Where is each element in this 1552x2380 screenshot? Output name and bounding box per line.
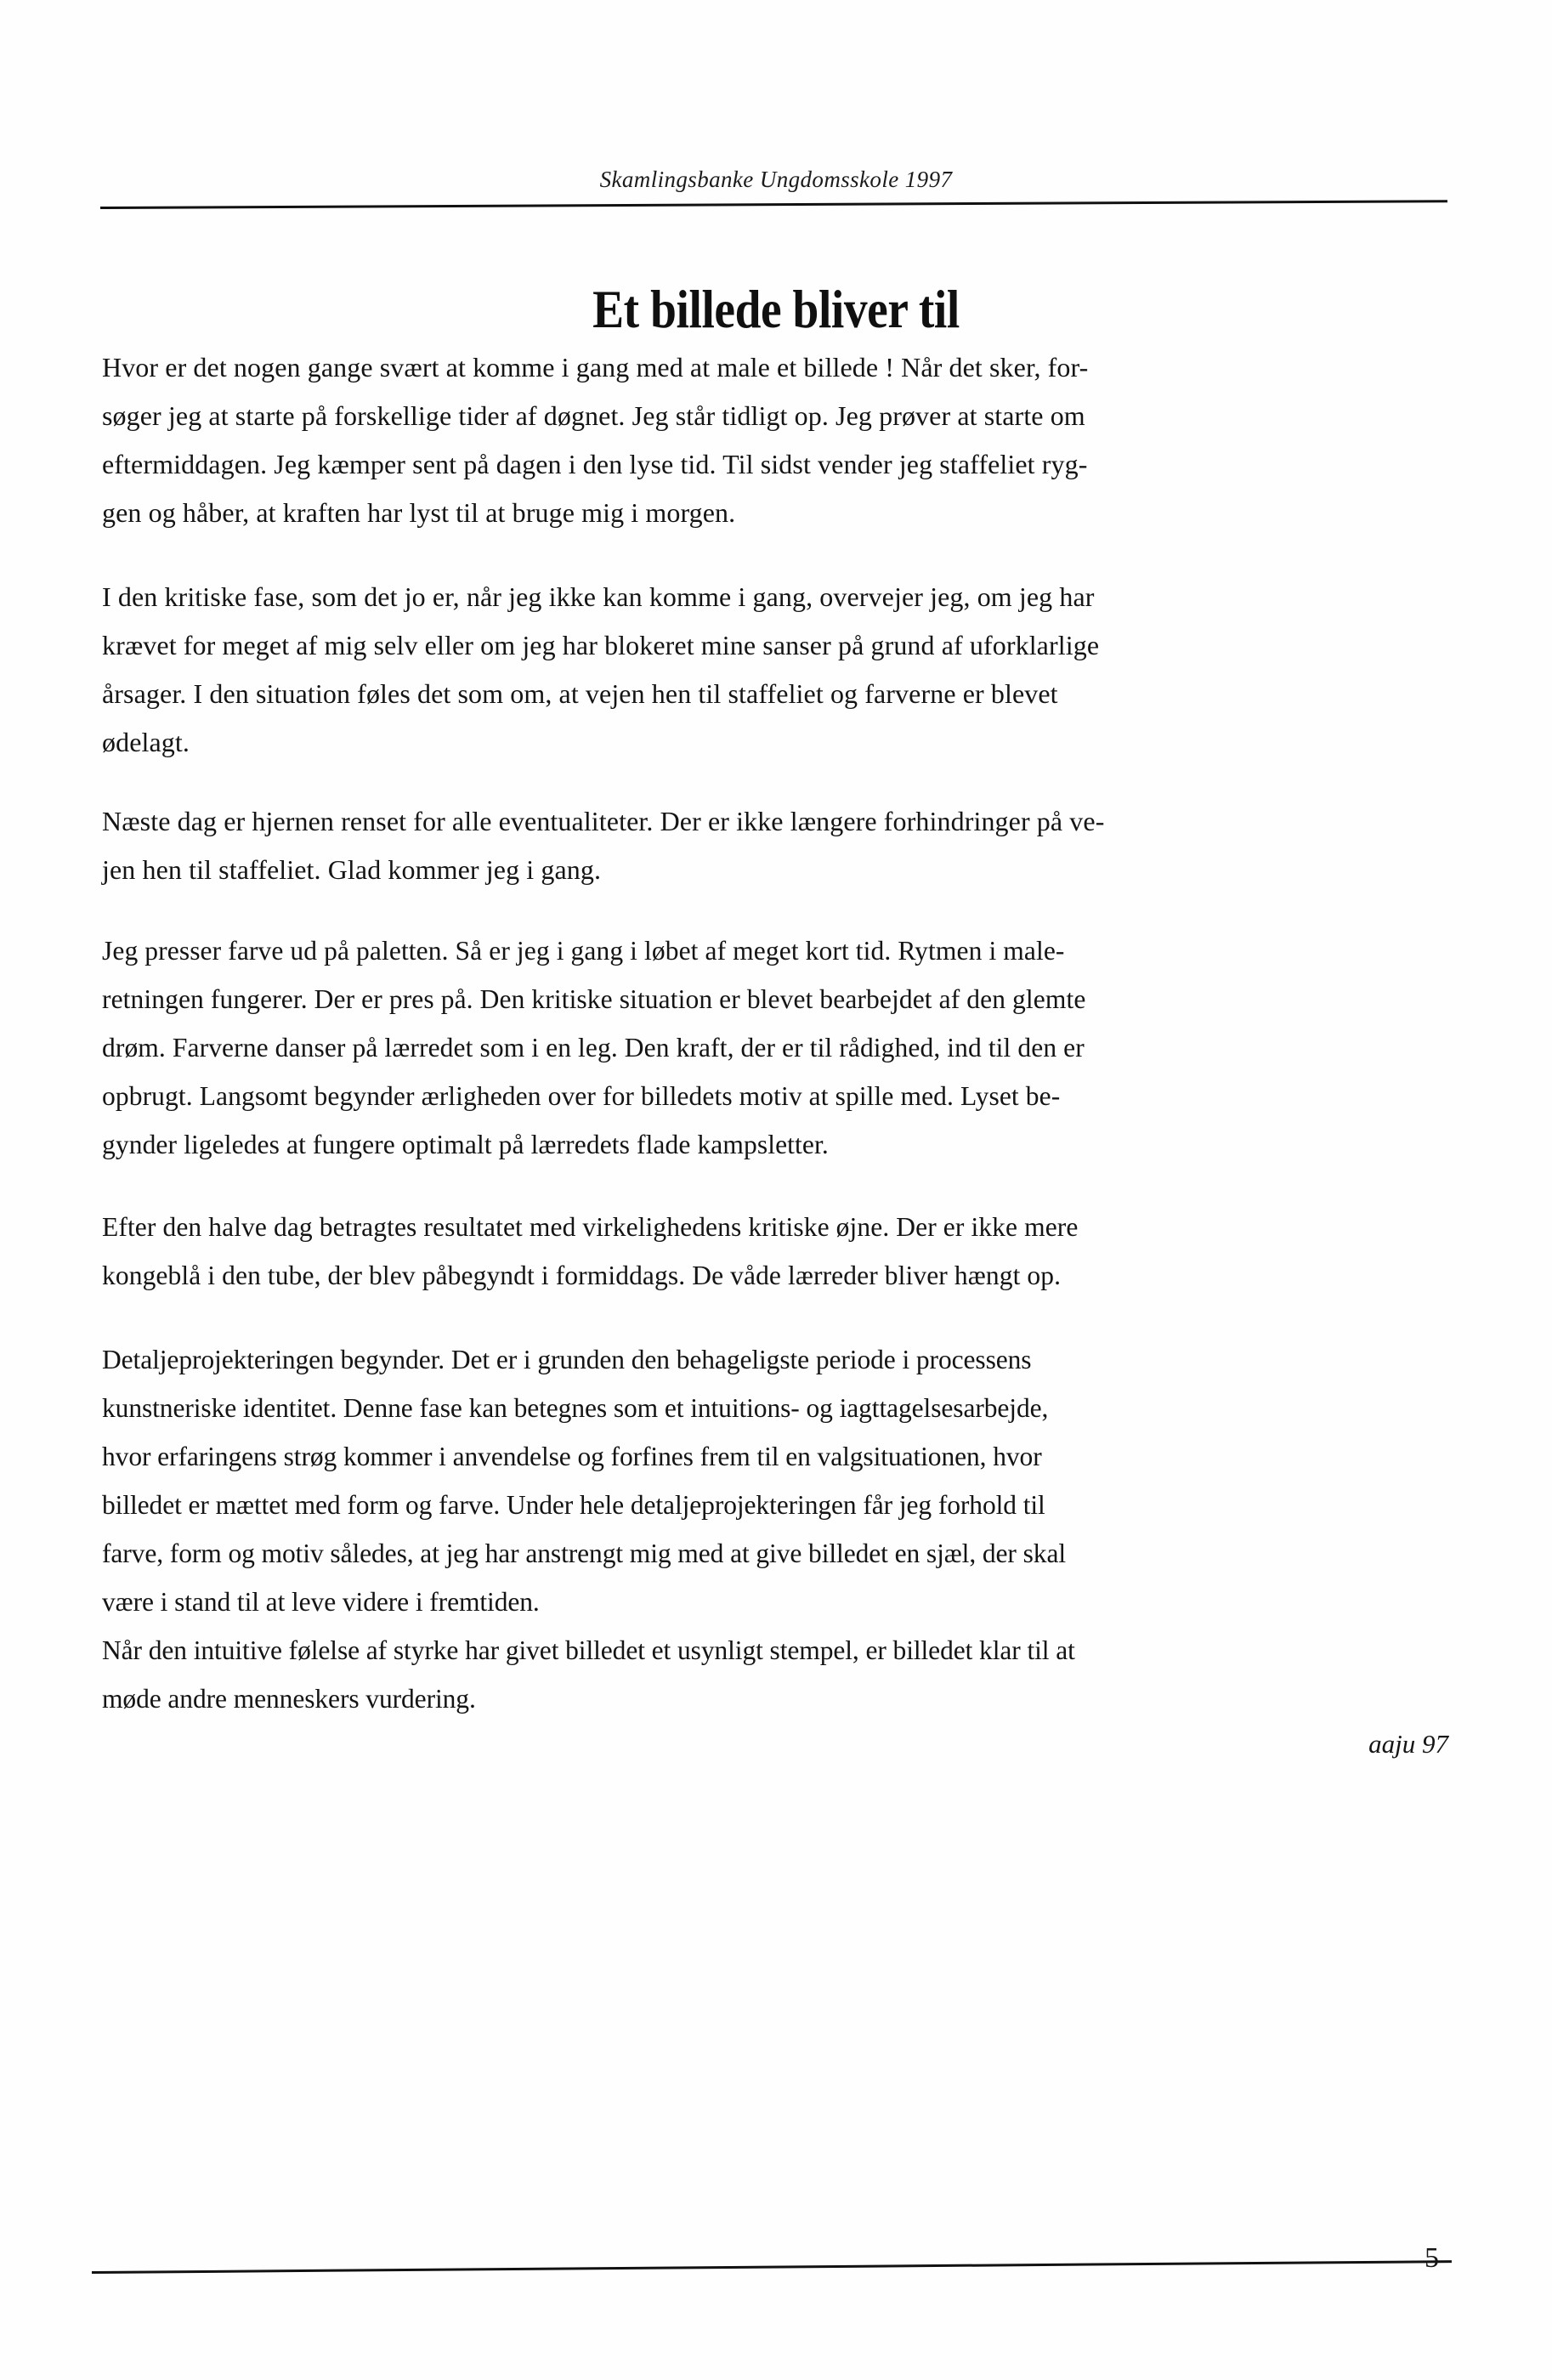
text-line: Efter den halve dag betragtes resultatet med virkelighedens kritiske øjne. Der er ikke mere xyxy=(102,1211,1079,1242)
text-line: være i stand til at leve videre i fremtiden. xyxy=(102,1586,540,1617)
text-line: hvor erfaringens strøg kommer i anvendelse og forfines frem til en valgsituationen, hvor xyxy=(102,1441,1042,1471)
text-line: kongeblå i den tube, der blev påbegyndt i formiddags. De våde lærreder bliver hængt op. xyxy=(102,1260,1062,1290)
text-line: ødelagt. xyxy=(102,727,190,757)
text-line: farve, form og motiv således, at jeg har anstrengt mig med at give billedet en sjæl, der skal xyxy=(102,1538,1066,1568)
header-rule xyxy=(100,200,1447,209)
text-line: I den kritiske fase, som det jo er, når jeg ikke kan komme i gang, overvejer jeg, om jeg har xyxy=(102,581,1095,612)
body-paragraph xyxy=(102,343,1449,537)
text-line: eftermiddagen. Jeg kæmper sent på dagen i den lyse tid. Til sidst vender jeg staffeliet ryg- xyxy=(102,449,1088,479)
body-paragraph xyxy=(102,573,1449,767)
text-line: krævet for meget af mig selv eller om jeg har blokeret mine sanser på grund af uforklarlige xyxy=(102,630,1100,660)
text-line: søger jeg at starte på forskellige tider af døgnet. Jeg står tidligt op. Jeg prøver at starte om xyxy=(102,400,1085,431)
footer-rule xyxy=(92,2260,1452,2274)
text-line: Jeg presser farve ud på paletten. Så er jeg i gang i løbet af meget kort tid. Rytmen i male- xyxy=(102,935,1065,966)
text-line: møde andre menneskers vurdering. xyxy=(102,1683,476,1714)
text-line: Når den intuitive følelse af styrke har givet billedet et usynligt stempel, er billedet klar til at xyxy=(102,1635,1075,1665)
text-line: gynder ligeledes at fungere optimalt på lærredets flade kampsletter. xyxy=(102,1129,829,1159)
text-line: retningen fungerer. Der er pres på. Den kritiske situation er blevet bearbejdet af den glemte xyxy=(102,983,1086,1014)
body-paragraph xyxy=(102,926,1449,1169)
body-text-column xyxy=(102,343,1449,1723)
text-line: billedet er mættet med form og farve. Under hele detaljeprojekteringen får jeg forhold til xyxy=(102,1489,1045,1520)
author-signature: aaju 97 xyxy=(1368,1729,1448,1759)
text-line: drøm. Farverne danser på lærredet som i en leg. Den kraft, der er til rådighed, ind til den er xyxy=(102,1032,1085,1062)
body-paragraph xyxy=(102,1335,1449,1723)
text-line: kunstneriske identitet. Denne fase kan betegnes som et intuitions- og iagttagelsesarbejde, xyxy=(102,1392,1049,1423)
text-line: opbrugt. Langsomt begynder ærligheden over for billedets motiv at spille med. Lyset be- xyxy=(102,1080,1061,1111)
page-number: 5 xyxy=(1425,2242,1439,2274)
text-line: Næste dag er hjernen renset for alle eventualiteter. Der er ikke længere forhindringer på ve- xyxy=(102,806,1105,836)
text-line: gen og håber, at kraften har lyst til at bruge mig i morgen. xyxy=(102,497,736,528)
running-head: Skamlingsbanke Ungdomsskole 1997 xyxy=(599,167,953,192)
body-paragraph xyxy=(102,797,1449,894)
text-line: Detaljeprojekteringen begynder. Det er i grunden den behageligste periode i processens xyxy=(102,1344,1032,1374)
body-paragraph xyxy=(102,1203,1449,1300)
text-line: Hvor er det nogen gange svært at komme i gang med at male et billede ! Når det sker, for- xyxy=(102,352,1089,382)
text-line: jen hen til staffeliet. Glad kommer jeg i gang. xyxy=(102,854,602,885)
text-line: årsager. I den situation føles det som om, at vejen hen til staffeliet og farverne er blevet xyxy=(102,678,1058,709)
page-title: Et billede bliver til xyxy=(592,280,960,340)
